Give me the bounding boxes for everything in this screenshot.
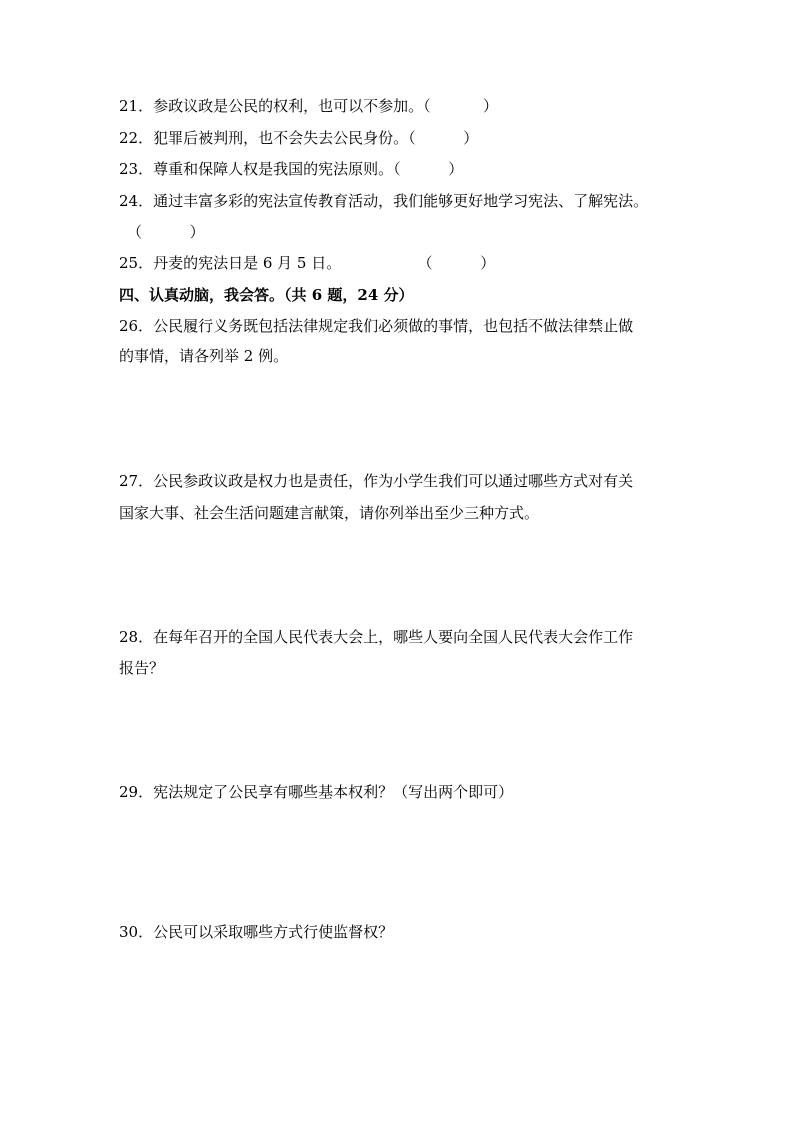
question-24-answer-blank: （ ） [127,223,205,241]
question-26-line-2: 的事情，请各列举 2 例。 [119,347,289,365]
question-25: 25．丹麦的宪法日是 6 月 5 日。 （ ） [119,254,496,272]
question-22: 22．犯罪后被判刑，也不会失去公民身份。（ ） [119,129,479,147]
question-21: 21．参政议政是公民的权利，也可以不参加。（ ） [119,97,499,115]
question-28-line-1: 28．在每年召开的全国人民代表大会上，哪些人要向全国人民代表大会作工作 [119,628,634,646]
question-24: 24．通过丰富多彩的宪法宣传教育活动，我们能够更好地学习宪法、了解宪法。 [119,192,649,210]
question-26-line-1: 26．公民履行义务既包括法律规定我们必须做的事情，也包括不做法律禁止做 [119,317,634,335]
question-27-line-1: 27．公民参政议政是权力也是责任，作为小学生我们可以通过哪些方式对有关 [119,472,634,490]
question-30: 30．公民可以采取哪些方式行使监督权？ [119,923,394,941]
question-28-line-2: 报告？ [119,659,165,677]
question-27-line-2: 国家大事、社会生活问题建言献策，请你列举出至少三种方式。 [119,504,540,522]
section-4-heading: 四、认真动脑，我会答。（共 6 题，24 分） [119,286,414,304]
question-29: 29．宪法规定了公民享有哪些基本权利？（写出两个即可） [119,783,514,801]
question-23: 23．尊重和保障人权是我国的宪法原则。（ ） [119,160,464,178]
